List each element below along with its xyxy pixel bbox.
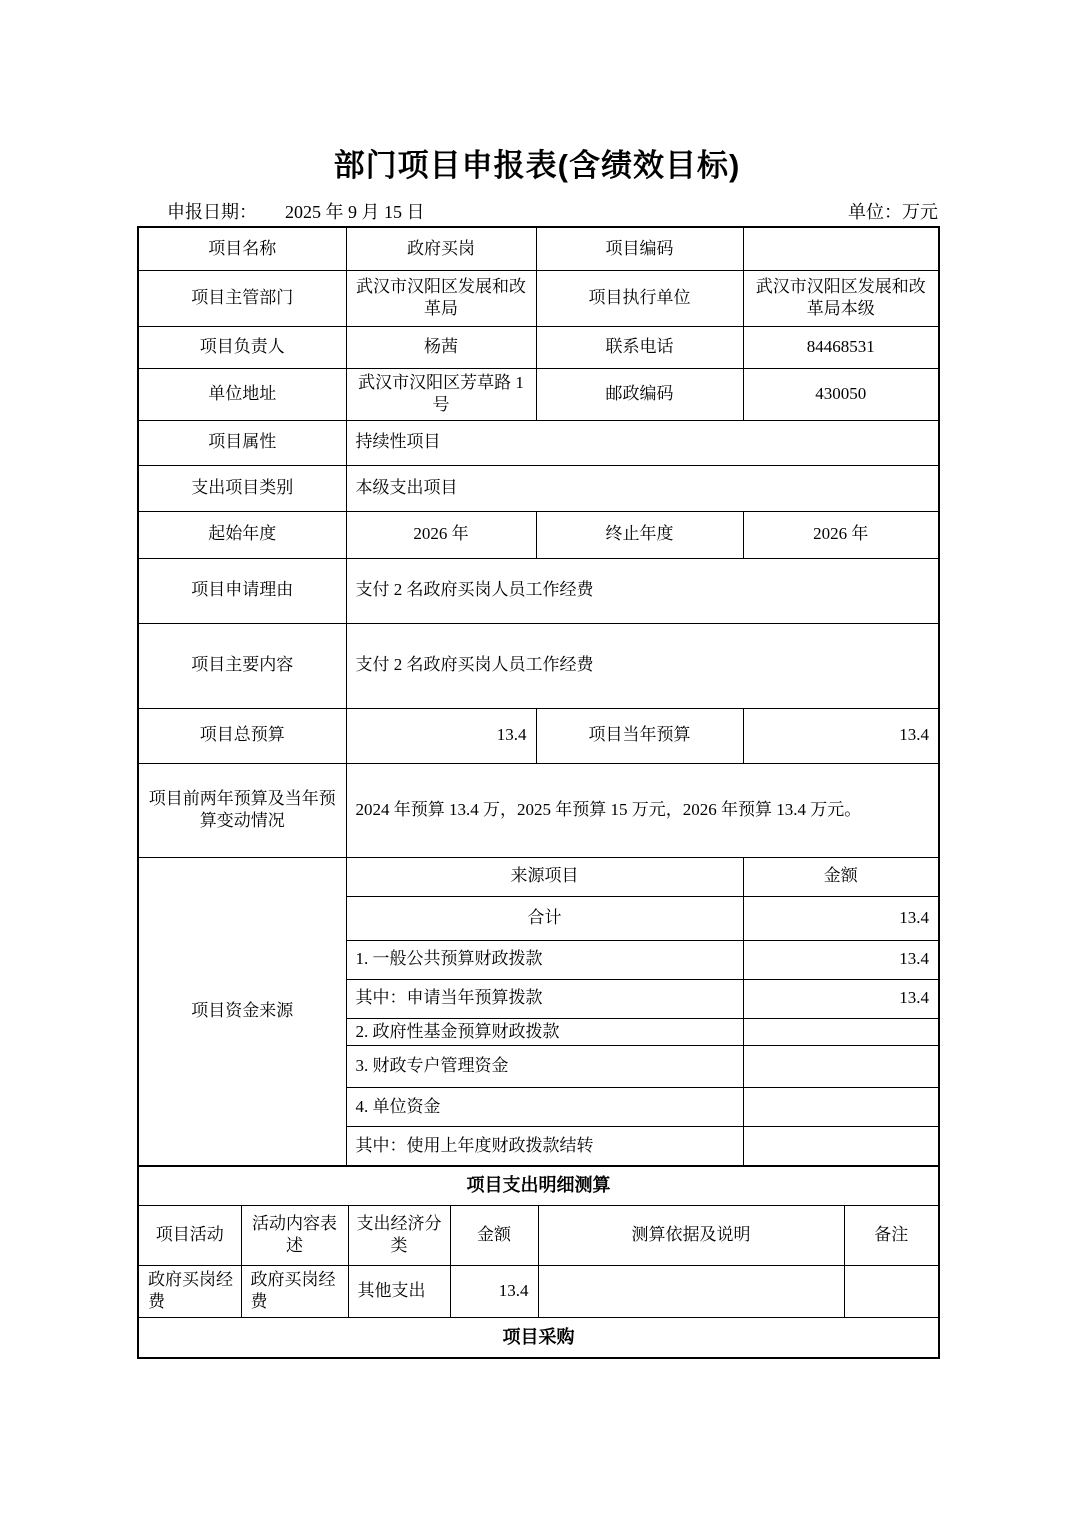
row-manager	[138, 326, 939, 368]
detail-amount-value: 13.4	[450, 1265, 538, 1317]
manager-label: 项目负责人	[138, 326, 346, 368]
row-budget	[138, 708, 939, 763]
expense-type-value: 本级支出项目	[346, 465, 939, 511]
history-label: 项目前两年预算及当年预算变动情况	[138, 763, 346, 857]
detail-header-category: 支出经济分类	[348, 1205, 450, 1265]
funding-item-amount	[743, 1087, 939, 1126]
funding-section-label: 项目资金来源	[138, 857, 346, 1166]
detail-basis-value	[538, 1265, 844, 1317]
address-value: 武汉市汉阳区芳草路 1 号	[346, 368, 536, 420]
detail-section-title: 项目支出明细测算	[138, 1166, 939, 1205]
year-budget-value: 13.4	[743, 708, 939, 763]
manager-value: 杨茜	[346, 326, 536, 368]
history-value: 2024 年预算 13.4 万，2025 年预算 15 万元，2026 年预算 13.4 万元。	[346, 763, 939, 857]
row-attribute	[138, 420, 939, 465]
total-budget-value: 13.4	[346, 708, 536, 763]
declare-date	[137, 198, 425, 224]
year-budget-label: 项目当年预算	[536, 708, 743, 763]
declare-date-label: 申报日期：	[167, 202, 257, 222]
row-project-name	[138, 227, 939, 270]
content-label: 项目主要内容	[138, 623, 346, 708]
exec-unit-label: 项目执行单位	[536, 270, 743, 326]
funding-total-label: 合计	[346, 896, 743, 940]
row-content	[138, 623, 939, 708]
procurement-section-title: 项目采购	[138, 1317, 939, 1358]
reason-value: 支付 2 名政府买岗人员工作经费	[346, 558, 939, 623]
dept-label: 项目主管部门	[138, 270, 346, 326]
exec-unit-value: 武汉市汉阳区发展和改革局本级	[743, 270, 939, 326]
detail-header-note: 备注	[844, 1205, 939, 1265]
application-form-table	[137, 226, 940, 1359]
unit-label: 单位：万元	[848, 202, 938, 222]
end-year-value: 2026 年	[743, 511, 939, 558]
funding-item-amount: 13.4	[743, 940, 939, 979]
page-title: 部门项目申报表(含绩效目标)	[333, 148, 741, 183]
row-history	[138, 763, 939, 857]
funding-item-name: 其中：使用上年度财政拨款结转	[346, 1126, 743, 1166]
detail-header-description: 活动内容表述	[241, 1205, 348, 1265]
row-expense-type	[138, 465, 939, 511]
detail-header-activity: 项目活动	[138, 1205, 241, 1265]
row-address	[138, 368, 939, 420]
row-dept	[138, 270, 939, 326]
funding-total-amount: 13.4	[743, 896, 939, 940]
meta-row	[137, 198, 938, 224]
funding-item-name: 4. 单位资金	[346, 1087, 743, 1126]
detail-header-amount: 金额	[450, 1205, 538, 1265]
detail-data-row	[138, 1265, 939, 1317]
attribute-label: 项目属性	[138, 420, 346, 465]
project-code-label: 项目编码	[536, 227, 743, 270]
funding-item-name: 2. 政府性基金预算财政拨款	[346, 1018, 743, 1045]
funding-item-name: 其中：申请当年预算拨款	[346, 979, 743, 1018]
detail-note-value	[844, 1265, 939, 1317]
detail-header-basis: 测算依据及说明	[538, 1205, 844, 1265]
row-procurement-title	[138, 1317, 939, 1358]
detail-category-value: 其他支出	[348, 1265, 450, 1317]
funding-item-amount	[743, 1018, 939, 1045]
funding-amount-header: 金额	[743, 857, 939, 896]
detail-description-value: 政府买岗经费	[241, 1265, 348, 1317]
postcode-label: 邮政编码	[536, 368, 743, 420]
project-name-value: 政府买岗	[346, 227, 536, 270]
row-reason	[138, 558, 939, 623]
row-funding-header	[138, 857, 939, 896]
row-detail-headers	[138, 1205, 939, 1265]
content-value: 支付 2 名政府买岗人员工作经费	[346, 623, 939, 708]
phone-value: 84468531	[743, 326, 939, 368]
reason-label: 项目申请理由	[138, 558, 346, 623]
start-year-value: 2026 年	[346, 511, 536, 558]
funding-item-amount	[743, 1045, 939, 1087]
total-budget-label: 项目总预算	[138, 708, 346, 763]
declare-date-value: 2025 年 9 月 15 日	[285, 202, 425, 222]
attribute-value: 持续性项目	[346, 420, 939, 465]
row-detail-section-title	[138, 1166, 939, 1205]
funding-item-name: 3. 财政专户管理资金	[346, 1045, 743, 1087]
dept-value: 武汉市汉阳区发展和改革局	[346, 270, 536, 326]
start-year-label: 起始年度	[138, 511, 346, 558]
funding-source-header: 来源项目	[346, 857, 743, 896]
project-name-label: 项目名称	[138, 227, 346, 270]
detail-activity-value: 政府买岗经费	[138, 1265, 241, 1317]
project-code-value	[743, 227, 939, 270]
funding-item-name: 1. 一般公共预算财政拨款	[346, 940, 743, 979]
funding-item-amount	[743, 1126, 939, 1166]
row-years	[138, 511, 939, 558]
expense-type-label: 支出项目类别	[138, 465, 346, 511]
address-label: 单位地址	[138, 368, 346, 420]
end-year-label: 终止年度	[536, 511, 743, 558]
funding-item-amount: 13.4	[743, 979, 939, 1018]
postcode-value: 430050	[743, 368, 939, 420]
phone-label: 联系电话	[536, 326, 743, 368]
